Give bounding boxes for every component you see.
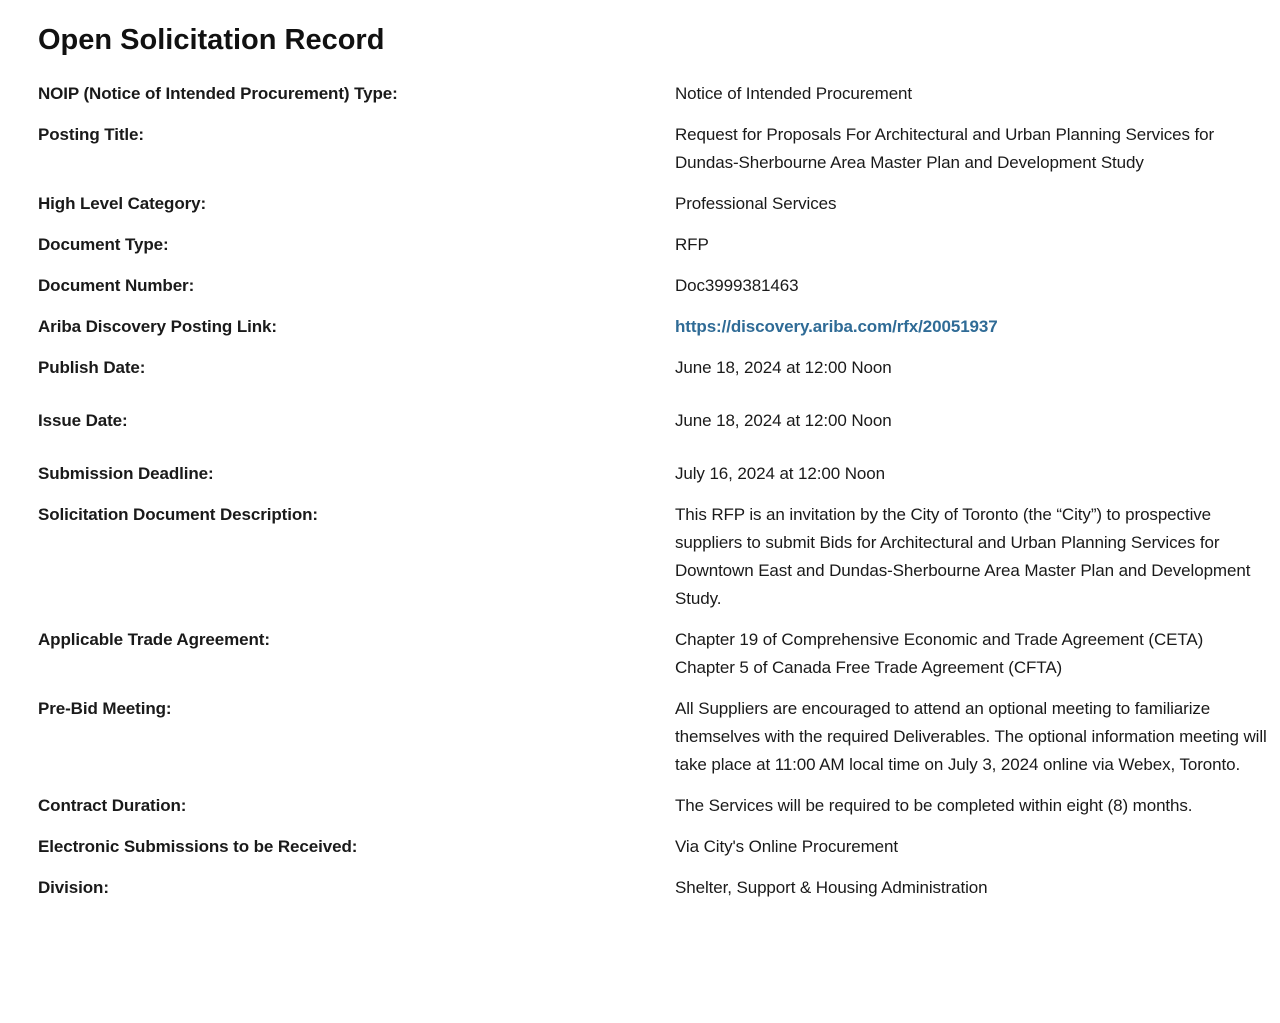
field-row bbox=[38, 695, 1267, 779]
field-value: June 18, 2024 at 12:00 Noon bbox=[675, 358, 892, 377]
field-label: Document Type: bbox=[38, 235, 169, 254]
field-label: Submission Deadline: bbox=[38, 464, 214, 483]
field-row bbox=[38, 80, 1267, 108]
field-value: Request for Proposals For Architectural and Urban Planning Services for Dundas-Sherbourne Area Master Plan and Development Study bbox=[675, 125, 1215, 172]
field-value: July 16, 2024 at 12:00 Noon bbox=[675, 464, 885, 483]
field-label: Contract Duration: bbox=[38, 796, 187, 815]
field-row bbox=[38, 354, 1267, 382]
field-row bbox=[38, 626, 1267, 682]
field-row bbox=[38, 121, 1267, 177]
field-label: NOIP (Notice of Intended Procurement) Type: bbox=[38, 84, 398, 103]
field-label: Pre-Bid Meeting: bbox=[38, 699, 172, 718]
field-label: Ariba Discovery Posting Link: bbox=[38, 317, 277, 336]
field-value-line: Chapter 19 of Comprehensive Economic and Trade Agreement (CETA) bbox=[675, 630, 1204, 649]
field-row bbox=[38, 231, 1267, 259]
field-value: RFP bbox=[675, 235, 709, 254]
field-value: Via City's Online Procurement bbox=[675, 837, 899, 856]
field-label: High Level Category: bbox=[38, 194, 207, 213]
field-value bbox=[675, 626, 1270, 682]
field-row bbox=[38, 833, 1267, 861]
field-list bbox=[38, 80, 1267, 902]
field-value: June 18, 2024 at 12:00 Noon bbox=[675, 411, 892, 430]
ariba-discovery-posting-link[interactable]: https://discovery.ariba.com/rfx/20051937 bbox=[675, 317, 998, 336]
field-label: Solicitation Document Description: bbox=[38, 505, 318, 524]
field-label: Applicable Trade Agreement: bbox=[38, 630, 270, 649]
field-row bbox=[38, 313, 1267, 341]
field-value: The Services will be required to be completed within eight (8) months. bbox=[675, 796, 1193, 815]
field-value: Doc3999381463 bbox=[675, 276, 799, 295]
field-row bbox=[38, 501, 1267, 613]
field-row bbox=[38, 792, 1267, 820]
field-row bbox=[38, 874, 1267, 902]
field-value: Notice of Intended Procurement bbox=[675, 84, 913, 103]
field-value: Professional Services bbox=[675, 194, 837, 213]
field-row bbox=[38, 190, 1267, 218]
field-label: Posting Title: bbox=[38, 125, 144, 144]
field-row bbox=[38, 272, 1267, 300]
field-value: Shelter, Support & Housing Administration bbox=[675, 878, 988, 897]
field-label: Issue Date: bbox=[38, 411, 128, 430]
field-label: Publish Date: bbox=[38, 358, 146, 377]
field-row bbox=[38, 460, 1267, 488]
field-label: Division: bbox=[38, 878, 109, 897]
field-value: All Suppliers are encouraged to attend an optional meeting to familiarize themselves with the required Deliverables. The optional information meeting will take place at 11:00 AM local time on July 3, 2024 online via Webex, Toronto. bbox=[675, 699, 1267, 774]
field-value: This RFP is an invitation by the City of Toronto (the “City”) to prospective suppliers to submit Bids for Architectural and Urban Planning Services for Downtown East and Dundas-Sherbourne Area Master Plan and Development Study. bbox=[675, 505, 1251, 608]
field-value bbox=[675, 313, 1270, 341]
field-label: Document Number: bbox=[38, 276, 195, 295]
field-label: Electronic Submissions to be Received: bbox=[38, 837, 358, 856]
field-value-line: Chapter 5 of Canada Free Trade Agreement (CFTA) bbox=[675, 658, 1063, 677]
field-row bbox=[38, 407, 1267, 435]
page-title: Open Solicitation Record bbox=[38, 24, 385, 56]
